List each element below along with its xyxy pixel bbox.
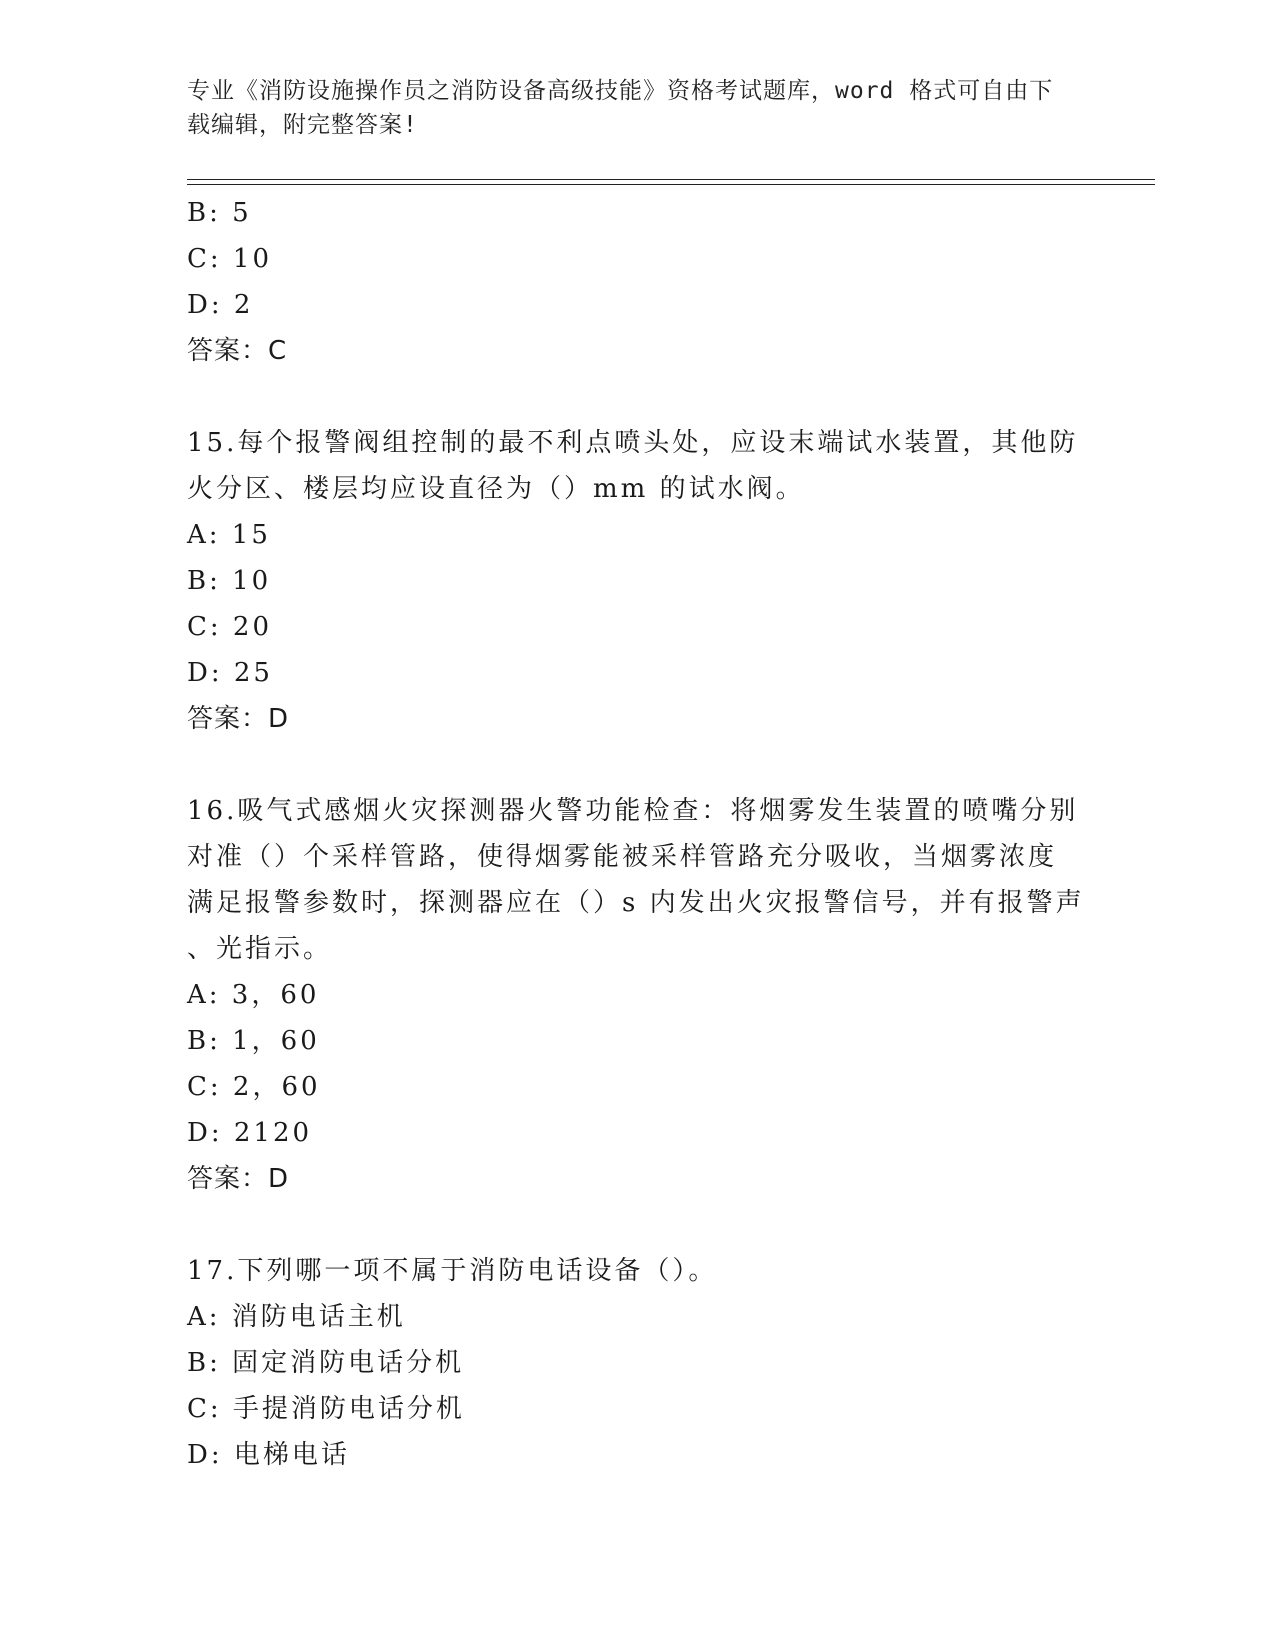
document-header xyxy=(187,74,1067,142)
option-a: A: 消防电话主机 xyxy=(187,1302,406,1332)
answer-line: 答案：D xyxy=(187,1164,290,1194)
option-c: C: 2，60 xyxy=(187,1072,321,1102)
option-a: A: 3，60 xyxy=(187,980,320,1010)
question-17 xyxy=(187,1248,1087,1478)
header-divider-bottom xyxy=(187,184,1155,185)
question-previous xyxy=(187,190,1087,374)
spacer xyxy=(187,374,1087,420)
spacer xyxy=(187,742,1087,788)
option-c: C: 手提消防电话分机 xyxy=(187,1394,465,1424)
question-15 xyxy=(187,420,1087,742)
question-stem-line: 15.每个报警阀组控制的最不利点喷头处，应设末端试水装置，其他防 xyxy=(187,428,1079,458)
option-b: B: 1，60 xyxy=(187,1026,320,1056)
option-d: D: 电梯电话 xyxy=(187,1440,350,1470)
option-b: B: 10 xyxy=(187,566,272,596)
option-a: A: 15 xyxy=(187,520,271,550)
question-stem-line: 16.吸气式感烟火灾探测器火警功能检查：将烟雾发生装置的喷嘴分别 xyxy=(187,796,1079,826)
question-stem-line: 满足报警参数时，探测器应在（）s 内发出火灾报警信号，并有报警声 xyxy=(187,888,1085,918)
option-d: D: 2 xyxy=(187,290,254,320)
question-16 xyxy=(187,788,1087,1202)
question-stem-line: 17.下列哪一项不属于消防电话设备（）。 xyxy=(187,1256,718,1286)
question-stem-line: 、光指示。 xyxy=(187,934,333,964)
option-c: C: 20 xyxy=(187,612,273,642)
answer-line: 答案：D xyxy=(187,704,290,734)
option-d: D: 25 xyxy=(187,658,273,688)
answer-line: 答案：C xyxy=(187,336,288,366)
header-line-2: 载编辑，附完整答案! xyxy=(187,112,418,138)
option-d: D: 2120 xyxy=(187,1118,313,1148)
option-c: C: 10 xyxy=(187,244,273,274)
option-b: B: 固定消防电话分机 xyxy=(187,1348,465,1378)
header-divider-top xyxy=(187,179,1155,180)
spacer xyxy=(187,1202,1087,1248)
question-stem-line: 火分区、楼层均应设直径为（）mm 的试水阀。 xyxy=(187,474,805,504)
question-list xyxy=(187,190,1087,1478)
header-line-1: 专业《消防设施操作员之消防设备高级技能》资格考试题库，word 格式可自由下 xyxy=(187,78,1054,104)
option-b: B: 5 xyxy=(187,198,252,228)
question-stem-line: 对准（）个采样管路，使得烟雾能被采样管路充分吸收，当烟雾浓度 xyxy=(187,842,1058,872)
